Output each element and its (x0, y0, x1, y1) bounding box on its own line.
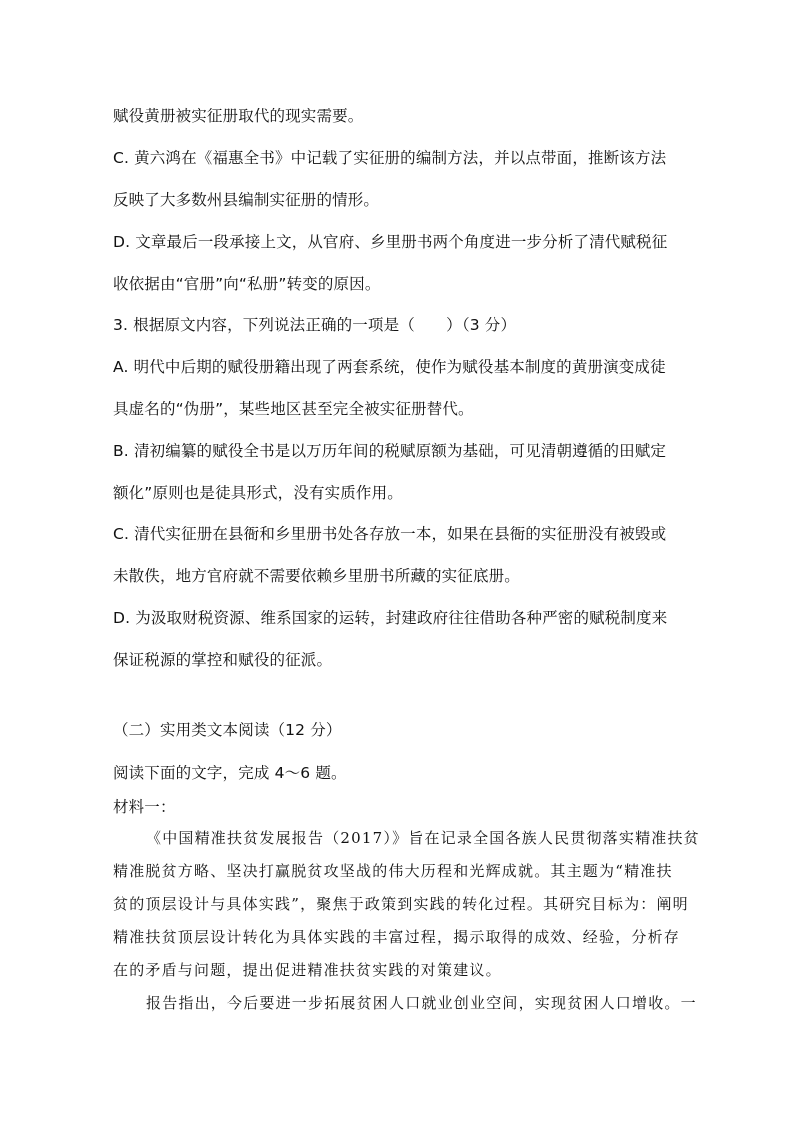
q2-option-c-line1: C. 黄六鸿在《福惠全书》中记载了实征册的编制方法，并以点带面，推断该方法 (113, 149, 667, 167)
material-label: 材料一： (113, 798, 176, 816)
q3-option-b-line1: B. 清初编纂的赋役全书是以万历年间的税赋原额为基础，可见清朝遵循的田赋定 (113, 442, 667, 460)
material-para1-line4: 精准扶贫顶层设计转化为具体实践的丰富过程，揭示取得的成效、经验，分析存 (113, 928, 681, 946)
material-para1-line5: 在的矛盾与问题，提出促进精准扶贫实践的对策建议。 (113, 961, 502, 979)
q3-option-a-line2: 具虚名的“伪册”，某些地区甚至完全被实征册替代。 (113, 400, 474, 418)
material-para1-line3: 贫的顶层设计与具体实践”，聚焦于政策到实践的转化过程。其研究目标为：阐明 (113, 895, 689, 913)
question3-stem: 3. 根据原文内容，下列说法正确的一项是（ ）（3 分） (113, 316, 517, 334)
q2-option-c-line2: 反映了大多数州县编制实征册的情形。 (113, 191, 380, 209)
section-instruction: 阅读下面的文字，完成 4～6 题。 (113, 764, 347, 782)
q3-option-a-line1: A. 明代中后期的赋役册籍出现了两套系统，使作为赋役基本制度的黄册演变成徒 (113, 358, 666, 376)
material-para1-line1: 《中国精准扶贫发展报告（2017）》旨在记录全国各族人民贯彻落实精准扶贫 (146, 829, 700, 847)
q3-option-d-line1: D. 为汲取财税资源、维系国家的运转，封建政府往往借助各种严密的赋税制度来 (113, 609, 668, 627)
q2-option-b-tail: 赋役黄册被实征册取代的现实需要。 (113, 107, 364, 125)
material-para2-line1: 报告指出，今后要进一步拓展贫困人口就业创业空间，实现贫困人口增收。一 (146, 994, 697, 1012)
q3-option-d-line2: 保证税源的掌控和赋役的征派。 (113, 651, 333, 669)
q3-option-b-line2: 额化”原则也是徒具形式，没有实质作用。 (113, 484, 403, 502)
q3-option-c-line2: 未散佚，地方官府就不需要依赖乡里册书所藏的实征底册。 (113, 567, 520, 585)
q2-option-d-line2: 收依据由“官册”向“私册”转变的原因。 (113, 275, 381, 293)
q3-option-c-line1: C. 清代实征册在县衙和乡里册书处各存放一本，如果在县衙的实征册没有被毁或 (113, 525, 667, 543)
material-para1-line2: 精准脱贫方略、坚决打赢脱贫攻坚战的伟大历程和光辉成就。其主题为“精准扶 (113, 862, 673, 880)
section-heading: （二）实用类文本阅读（12 分） (113, 721, 342, 739)
q2-option-d-line1: D. 文章最后一段承接上文，从官府、乡里册书两个角度进一步分析了清代赋税征 (113, 233, 668, 251)
